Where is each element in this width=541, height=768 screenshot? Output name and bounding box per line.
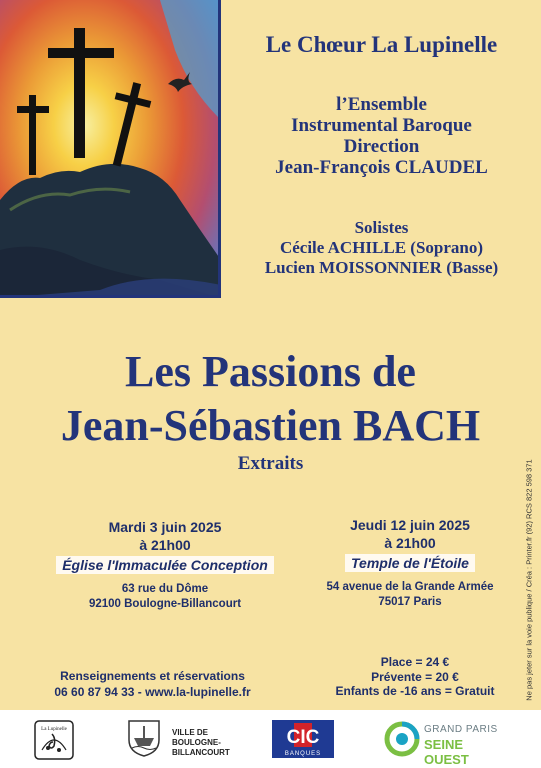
title-line1: Les Passions de bbox=[125, 347, 416, 396]
gpso-line1: GRAND PARIS bbox=[424, 724, 498, 735]
price-presale: Prévente = 20 € bbox=[371, 669, 459, 684]
ville-line1: VILLE DE bbox=[172, 728, 209, 737]
lupinelle-logo bbox=[34, 720, 74, 760]
ville-line3: BILLANCOURT bbox=[172, 748, 230, 757]
concert-address-2: 75017 Paris bbox=[378, 596, 442, 608]
concert-address-2: 92100 Boulogne-Billancourt bbox=[88, 598, 242, 610]
direction-label: Direction bbox=[343, 136, 420, 157]
cic-logo bbox=[272, 720, 334, 758]
cic-logo-subtext: BANQUES bbox=[284, 751, 322, 757]
concert-1 bbox=[40, 518, 290, 612]
concert-address-1: 63 rue du Dôme bbox=[121, 583, 209, 595]
title-line2: Jean-Sébastien BACH bbox=[60, 401, 481, 450]
ensemble-block bbox=[222, 94, 541, 178]
soloists-label: Solistes bbox=[354, 218, 409, 237]
gpso-logo bbox=[384, 718, 504, 767]
director-name: Jean-François CLAUDEL bbox=[275, 157, 488, 178]
concert-address-1: 54 avenue de la Grande Armée bbox=[326, 581, 494, 593]
ville-line2: BOULOGNE- bbox=[172, 738, 221, 747]
ensemble-line1: l’Ensemble bbox=[336, 94, 427, 115]
reservation-label: Renseignements et réservations bbox=[60, 669, 245, 683]
ensemble-line2: Instrumental Baroque bbox=[291, 115, 472, 136]
concert-2 bbox=[290, 516, 530, 610]
sponsor-footer bbox=[0, 710, 541, 768]
reservation-info bbox=[20, 668, 285, 700]
cic-logo-text: CIC bbox=[286, 727, 320, 748]
price-place: Place = 24 € bbox=[380, 655, 450, 669]
concert-venue: Église l'Immaculée Conception bbox=[56, 556, 274, 574]
soloists-block bbox=[222, 218, 541, 278]
choir-name: Le Chœur La Lupinelle bbox=[265, 32, 498, 57]
concert-time: à 21h00 bbox=[139, 537, 191, 553]
concert-date: Mardi 3 juin 2025 bbox=[108, 519, 222, 535]
cross-painting bbox=[0, 0, 221, 298]
price-children: Enfants de -16 ans = Gratuit bbox=[335, 684, 495, 698]
concert-date: Jeudi 12 juin 2025 bbox=[350, 517, 470, 533]
price-list bbox=[305, 655, 525, 699]
boulogne-billancourt-logo bbox=[124, 718, 244, 760]
gpso-line2: SEINE OUEST bbox=[424, 737, 469, 767]
reservation-contact[interactable]: 06 60 87 94 33 - www.la-lupinelle.fr bbox=[54, 685, 251, 699]
soloist-soprano: Cécile ACHILLE (Soprano) bbox=[279, 238, 484, 257]
legal-text: Ne pas jeter sur la voie publique / Créa : Printer.fr (92) RCS 822 598 371 bbox=[524, 459, 534, 701]
legal-notice bbox=[520, 450, 538, 710]
subtitle: Extraits bbox=[237, 453, 304, 474]
concert-time: à 21h00 bbox=[384, 535, 436, 551]
soloist-bass: Lucien MOISSONNIER (Basse) bbox=[264, 258, 499, 277]
lupinelle-logo-text: La Lupinelle bbox=[41, 727, 67, 732]
concert-venue: Temple de l'Étoile bbox=[345, 554, 475, 572]
